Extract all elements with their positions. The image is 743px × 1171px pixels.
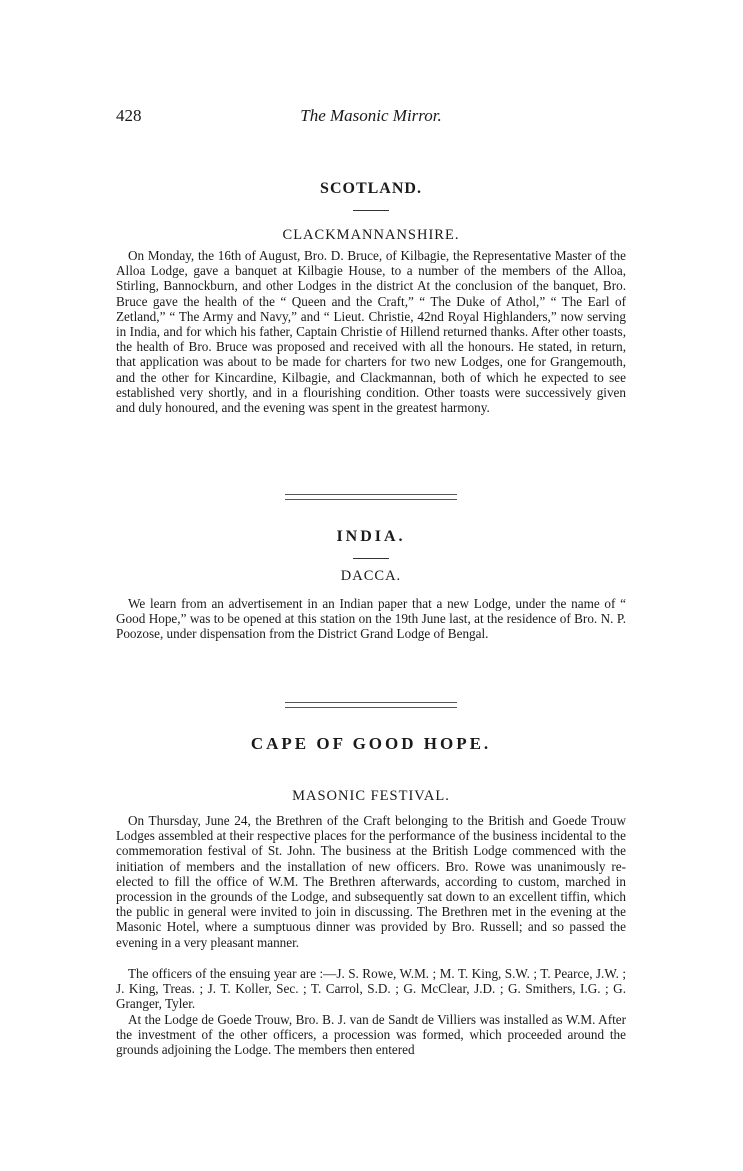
page-header [116, 106, 626, 130]
page-number: 428 [116, 106, 142, 125]
running-title: The Masonic Mirror. [300, 106, 442, 125]
paragraph-clackmannanshire: On Monday, the 16th of August, Bro. D. Bruce, of Kilbagie, the Representative Master of the Alloa Lodge, gave a banquet at Kilbagie House, to a number of the members of the Alloa, Stirling, Bannockburn, and other Lodges in the district At the conclusion of the banquet, Bro. Bruce gave the health of the “ Queen and the Craft,” “ The Duke of Athol,” “ The Earl of Zetland,” “ The Army and Navy,” and “ Lieut. Christie, 42nd Royal Highlanders,” now serving in India, and for which his father, Captain Christie of Hillend returned thanks. After other toasts, the health of Bro. Bruce was proposed and received with all the honours. He stated, in return, that application was about to be made for charters for two new Lodges, one for Grangemouth, and the other for Kincardine, Kilbagie, and Clackmannan, both of which he expected to see established very shortly, and in a flourishing condition. Other toasts were successively given and duly honoured, and the evening was spent in the greatest harmony. [116, 248, 626, 416]
section-subheading-clackmannanshire: CLACKMANNANSHIRE. [282, 227, 460, 243]
section-subheading-dacca: DACCA. [340, 568, 402, 584]
section-heading-cape-of-good-hope: CAPE OF GOOD HOPE. [250, 734, 492, 753]
paragraph-officers: The officers of the ensuing year are :—J. S. Rowe, W.M. ; M. T. King, S.W. ; T. Pearce, J.W. ; J. King, Treas. ; J. T. Koller, Sec. ; T. Carrol, S.D. ; G. McClear, J.D. ; G. Smithers, I.G. ; G. Granger, Tyler. [116, 966, 626, 1012]
section-heading-india: INDIA. [336, 528, 406, 545]
section-divider [285, 702, 457, 708]
section-rule [353, 558, 389, 559]
section-heading-scotland: SCOTLAND. [320, 180, 422, 197]
section-subheading-masonic-festival: MASONIC FESTIVAL. [292, 788, 450, 804]
paragraph-festival: On Thursday, June 24, the Brethren of the Craft belonging to the British and Goede Trouw Lodges assembled at their respective places for the performance of the business incidental to the commemoration festival of St. John. The business at the British Lodge commenced with the initiation of members and the installation of new officers. Bro. Rowe was unanimously re-elected to fill the office of W.M. The Brethren afterwards, according to custom, marched in procession in the grounds of the Lodge, and subsequently sat down to an excellent tiffin, which the public in general were invited to join in discussing. The Brethren met in the evening at the Masonic Hotel, where a sumptuous dinner was provided by Bro. Russell; and so passed the evening in a very pleasant manner. [116, 813, 626, 950]
section-rule [353, 210, 389, 211]
paragraph-dacca: We learn from an advertisement in an Indian paper that a new Lodge, under the name of “ Good Hope,” was to be opened at this station on the 19th June last, at the residence of Bro. N. P. Poozose, under dispensation from the District Grand Lodge of Bengal. [116, 596, 626, 642]
paragraph-goede-trouw: At the Lodge de Goede Trouw, Bro. B. J. van de Sandt de Villiers was installed as W.M. After the investment of the other officers, a procession was formed, which proceeded around the grounds adjoining the Lodge. The members then entered [116, 1012, 626, 1058]
section-divider [285, 494, 457, 500]
